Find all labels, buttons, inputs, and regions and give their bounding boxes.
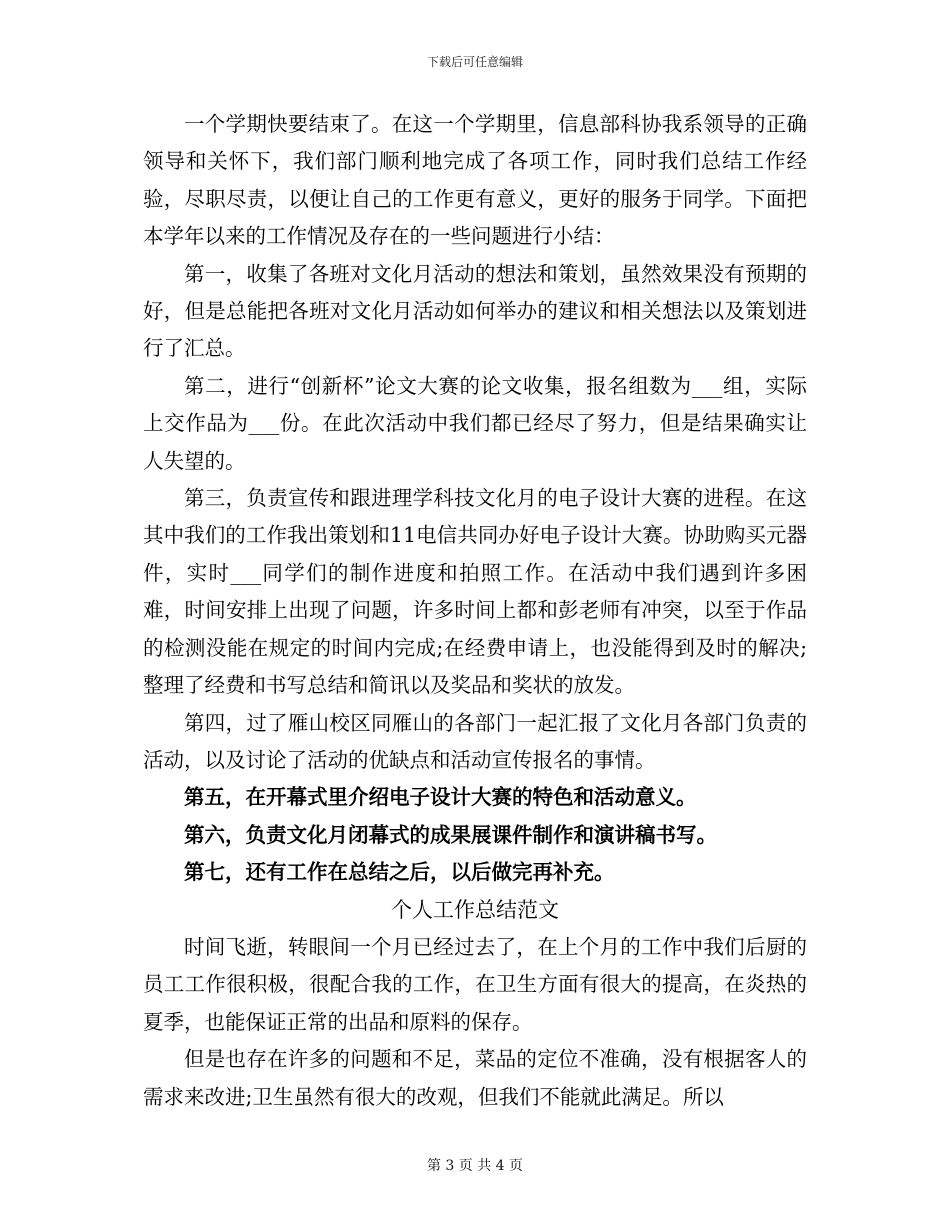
page-header: 下载后可任意编辑 [426,55,523,69]
paragraph-item-4: 第四，过了雁山校区同雁山的各部门一起汇报了文化月各部门负责的活动，以及讨论了活动的优缺点和活动宣传报名的事情。 [143,710,807,772]
paragraph-item-7: 第七，还有工作在总结之后，以后做完再补充。 [184,860,615,885]
section-paragraph-2: 但是也存在许多的问题和不足，菜品的定位不准确，没有根据客人的需求来改进;卫生虽然有很大的改观，但我们不能就此满足。所以 [143,1047,807,1109]
paragraph-item-6: 第六，负责文化月闭幕式的成果展课件制作和演讲稿书写。 [184,822,717,847]
section-title: 个人工作总结范文 [391,897,559,922]
section-paragraph-1: 时间飞逝，转眼间一个月已经过去了，在上个月的工作中我们后厨的员工工作很积极，很配合我的工作，在卫生方面有很大的提高，在炎热的夏季，也能保证正常的出品和原料的保存。 [143,934,807,1034]
paragraph-item-1: 第一，收集了各班对文化月活动的想法和策划，虽然效果没有预期的好，但是总能把各班对文化月活动如何举办的建议和相关想法以及策划进行了汇总。 [143,261,807,361]
page-number-footer: 第 3 页 共 4 页 [426,1158,524,1174]
paragraph-intro: 一个学期快要结束了。在这一个学期里，信息部科协我系领导的正确领导和关怀下，我们部门顺利地完成了各项工作，同时我们总结工作经验，尽职尽责，以便让自己的工作更有意义，更好的服务于同学。下面把本学年以来的工作情况及存在的一些问题进行小结： [143,112,807,249]
paragraph-item-3: 第三，负责宣传和跟进理学科技文化月的电子设计大赛的进程。在这其中我们的工作我出策划和11电信共同办好电子设计大赛。协助购买元器件，实时___同学们的制作进度和拍照工作。在活动中我们遇到许多困难，时间安排上出现了问题，许多时间上都和彭老师有冲突，以至于作品的检测没能在规定的时间内完成;在经费申请上，也没能得到及时的解决;整理了经费和书写总结和简讯以及奖品和奖状的放发。 [143,486,807,698]
paragraph-item-5: 第五，在开幕式里介绍电子设计大赛的特色和活动意义。 [184,785,697,810]
document-body [143,106,807,1116]
paragraph-item-2: 第二，进行“创新杯”论文大赛的论文收集，报名组数为___组，实际上交作品为___份。在此次活动中我们都已经尽了努力，但是结果确实让人失望的。 [143,373,807,473]
